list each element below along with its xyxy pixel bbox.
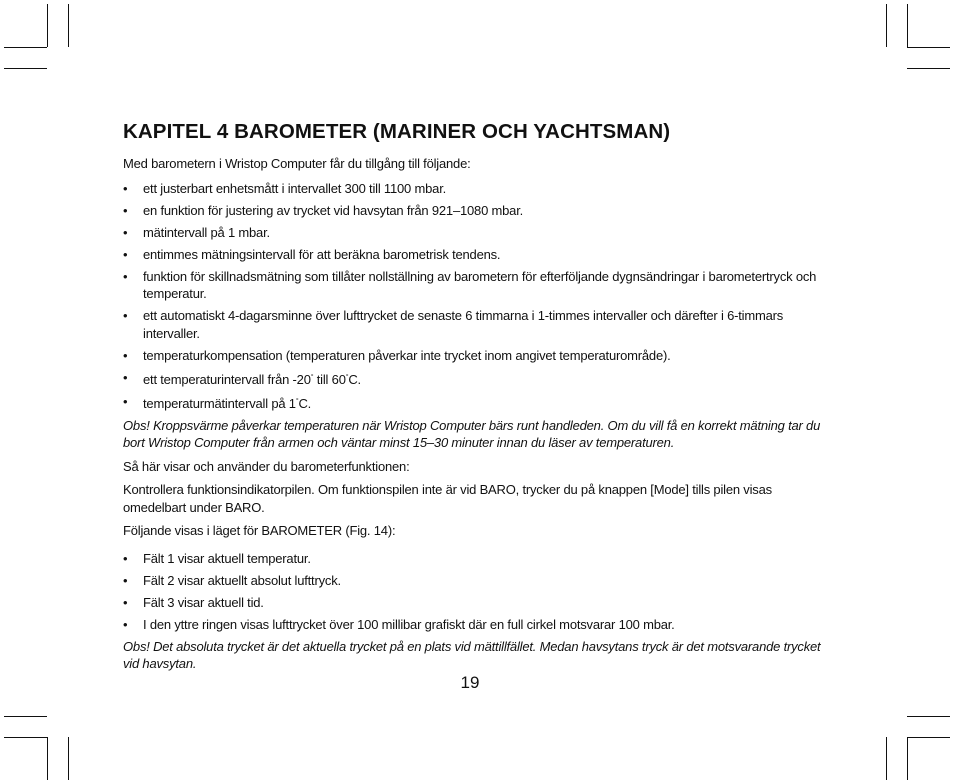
- list-item-text: mätintervall på 1 mbar.: [143, 224, 270, 240]
- list-item-text: en funktion för justering av trycket vid havsytan från 921–1080 mbar.: [143, 202, 524, 218]
- bullet: •: [123, 594, 128, 610]
- temp-range-middle: till 60: [313, 371, 346, 387]
- crop-mark: [907, 716, 950, 717]
- usage-text: Kontrollera funktionsindikatorpilen. Om funktionspilen inte är vid BARO, trycker du på knappen [Mode] tills pilen visas omedelbart under BARO.: [123, 482, 772, 515]
- temp-interval-prefix: temperaturmätintervall på 1: [143, 395, 296, 411]
- list-item: [123, 347, 823, 365]
- list-item: [123, 224, 823, 242]
- list-item: [123, 393, 823, 413]
- temp-range-prefix: ett temperaturintervall från -20: [143, 371, 311, 387]
- crop-mark: [47, 737, 48, 780]
- list-item: [123, 594, 823, 612]
- usage-heading: Så här visar och använder du barometerfunktionen:: [123, 458, 410, 474]
- bullet: •: [123, 393, 128, 409]
- crop-mark: [907, 737, 908, 780]
- bullet: •: [123, 202, 128, 218]
- note-absolute-pressure: Obs! Det absoluta trycket är det aktuella trycket på en plats vid mättillfället. Medan havsytans tryck är det motsvarande trycket vid havsytan.: [123, 638, 821, 671]
- list-item: [123, 307, 823, 342]
- list-item: [123, 268, 823, 303]
- crop-mark: [907, 47, 950, 48]
- page-number: 19: [460, 673, 480, 692]
- degree-symbol: °: [295, 397, 299, 405]
- list-item-text: Fält 3 visar aktuell tid.: [143, 594, 264, 610]
- list-item-text: Fält 2 visar aktuellt absolut lufttryck.: [143, 572, 341, 588]
- page-title: KAPITEL 4 BAROMETER (MARINER OCH YACHTSMAN): [123, 120, 671, 143]
- crop-mark: [4, 716, 47, 717]
- bullet: •: [123, 246, 128, 262]
- list-item: [123, 369, 823, 389]
- list-item-text: [143, 396, 311, 411]
- list-item-text: [143, 372, 361, 387]
- degree-symbol: °: [310, 373, 314, 381]
- list-item-text: temperaturkompensation (temperaturen påverkar inte trycket inom angivet temperaturområde).: [143, 347, 671, 363]
- list-item: [123, 572, 823, 590]
- list-item: [123, 180, 823, 198]
- crop-mark: [47, 4, 48, 47]
- bullet: •: [123, 268, 128, 284]
- crop-mark: [4, 68, 47, 69]
- bullet: •: [123, 550, 128, 566]
- list-item: [123, 246, 823, 264]
- degree-symbol: °: [345, 373, 349, 381]
- page-content: [123, 118, 823, 679]
- crop-mark: [68, 737, 69, 780]
- list-item-text: ett automatiskt 4-dagarsminne över lufttrycket de senaste 6 timmarna i 1-timmes intervaller och därefter i 6-timmars intervaller.: [143, 308, 784, 341]
- list-item-text: funktion för skillnadsmätning som tillåter nollställning av barometern för efterföljande dygnsändringar i barometertryck och temperatur.: [143, 268, 817, 301]
- bullet: •: [123, 572, 128, 588]
- bullet: •: [123, 308, 128, 323]
- note-body-heat: Obs! Kroppsvärme påverkar temperaturen när Wristop Computer bärs runt handleden. Om du vill få en korrekt mätning tar du bort Wristop Computer från armen och väntar minst 15–30 minuter innan du läser av temperaturen.: [123, 417, 821, 450]
- list-item: [123, 202, 823, 220]
- display-intro: Följande visas i läget för BAROMETER (Fig. 14):: [123, 523, 396, 538]
- list-item-text: I den yttre ringen visas lufttrycket över 100 millibar grafiskt där en full cirkel motsvarar 100 mbar.: [143, 616, 675, 632]
- crop-mark: [886, 4, 887, 47]
- bullet: •: [123, 369, 128, 385]
- bullet: •: [123, 180, 128, 196]
- bullet: •: [123, 616, 128, 632]
- list-item-text: Fält 1 visar aktuell temperatur.: [143, 550, 311, 566]
- bullet: •: [123, 347, 128, 363]
- crop-mark: [907, 68, 950, 69]
- list-item-text: entimmes mätningsintervall för att beräkna barometrisk tendens.: [143, 246, 501, 262]
- crop-mark: [4, 47, 47, 48]
- list-item-text: ett justerbart enhetsmått i intervallet 300 till 1100 mbar.: [143, 180, 447, 196]
- list-item: [123, 616, 823, 634]
- intro-text: Med barometern i Wristop Computer får du tillgång till följande:: [123, 156, 471, 171]
- temp-range-suffix: C.: [348, 371, 361, 387]
- crop-mark: [4, 737, 47, 738]
- temp-interval-suffix: C.: [298, 395, 312, 411]
- list-item: [123, 550, 823, 568]
- crop-mark: [886, 737, 887, 780]
- crop-mark: [907, 4, 908, 47]
- crop-mark: [907, 737, 950, 738]
- feature-list: [123, 180, 823, 413]
- display-list: [123, 550, 823, 634]
- bullet: •: [123, 224, 128, 240]
- crop-mark: [68, 4, 69, 47]
